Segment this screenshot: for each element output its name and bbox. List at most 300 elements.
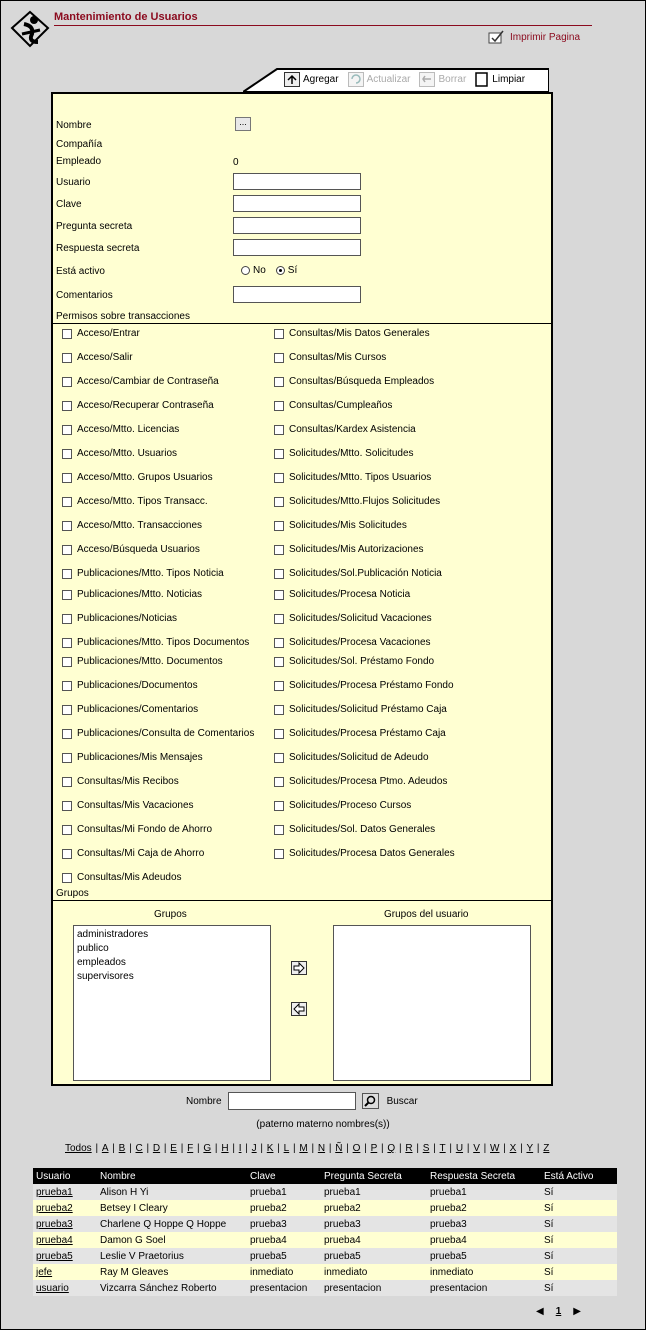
permission-label: Acceso/Salir [77, 352, 133, 363]
table-row [33, 1184, 617, 1200]
permission-label: Acceso/Mtto. Usuarios [77, 448, 178, 459]
available-groups-title: Grupos [154, 909, 187, 920]
username-cell [33, 1232, 97, 1248]
table-row [33, 1248, 617, 1264]
separator: | [430, 1143, 439, 1154]
permission-checkbox[interactable] [62, 544, 200, 555]
permisos-divider [53, 323, 551, 324]
page-title: Mantenimiento de Usuarios [54, 11, 198, 23]
letter-link[interactable]: P [370, 1143, 378, 1154]
permission-checkbox[interactable] [62, 680, 198, 691]
select-employee-button[interactable]: ... [235, 117, 251, 131]
checkbox[interactable] [62, 497, 72, 507]
username-link[interactable]: prueba5 [36, 1250, 73, 1262]
letter-link[interactable]: H [221, 1143, 229, 1154]
checkbox[interactable] [62, 377, 72, 387]
permission-label: Solicitudes/Sol. Préstamo Fondo [289, 656, 435, 667]
checkbox[interactable] [274, 377, 284, 387]
username-cell [33, 1248, 97, 1264]
permission-checkbox[interactable] [274, 520, 407, 531]
activo-si-label: Sí [287, 265, 298, 276]
checkbox[interactable] [62, 705, 72, 715]
checkbox[interactable] [274, 825, 284, 835]
permission-checkbox[interactable] [274, 544, 424, 555]
activo-no-radio[interactable] [241, 266, 250, 275]
alphabet-filter [65, 1143, 549, 1154]
letter-link[interactable]: C [135, 1143, 143, 1154]
checkbox[interactable] [62, 401, 72, 411]
column-header: Respuesta Secreta [427, 1168, 541, 1184]
permission-checkbox[interactable] [62, 613, 177, 624]
checkbox[interactable] [62, 729, 72, 739]
permission-label: Consultas/Mi Fondo de Ahorro [77, 824, 213, 835]
table-cell: prueba3 [321, 1216, 427, 1232]
letter-link[interactable]: Y [526, 1143, 534, 1154]
checkbox[interactable] [62, 638, 72, 648]
filter-all-link[interactable]: Todos [65, 1143, 92, 1154]
permission-checkbox[interactable] [62, 424, 179, 435]
separator: | [378, 1143, 387, 1154]
separator: | [242, 1143, 251, 1154]
table-cell: prueba5 [321, 1248, 427, 1264]
table-cell: Leslie V Praetorius [97, 1248, 247, 1264]
checkbox[interactable] [62, 425, 72, 435]
letter-link[interactable]: M [299, 1143, 308, 1154]
checkbox[interactable] [274, 801, 284, 811]
table-cell: prueba2 [427, 1200, 541, 1216]
table-cell: inmediato [427, 1264, 541, 1280]
activo-radio-group [241, 265, 297, 276]
separator: | [126, 1143, 135, 1154]
permission-checkbox[interactable] [274, 776, 447, 787]
permission-checkbox[interactable] [62, 800, 194, 811]
pager [536, 1306, 581, 1317]
usuario-label: Usuario [56, 177, 91, 188]
table-cell: Sí [541, 1264, 617, 1280]
permission-checkbox[interactable] [62, 728, 254, 739]
table-cell: Sí [541, 1280, 617, 1296]
permission-label: Publicaciones/Documentos [77, 680, 198, 691]
checkbox[interactable] [274, 729, 284, 739]
separator: | [308, 1143, 317, 1154]
letter-link[interactable]: I [238, 1143, 242, 1154]
permission-label: Solicitudes/Sol.Publicación Noticia [289, 568, 442, 579]
next-page-icon[interactable]: ▶ [573, 1306, 581, 1317]
checkbox[interactable] [62, 590, 72, 600]
checkbox[interactable] [274, 777, 284, 787]
separator: | [413, 1143, 422, 1154]
search-button[interactable]: Buscar [386, 1095, 418, 1107]
separator: | [500, 1143, 509, 1154]
table-cell: prueba3 [427, 1216, 541, 1232]
permission-checkbox[interactable] [62, 496, 208, 507]
permission-checkbox[interactable] [274, 400, 392, 411]
checkbox[interactable] [274, 329, 284, 339]
pregunta-field[interactable] [233, 217, 361, 234]
permission-label: Solicitudes/Procesa Datos Generales [289, 848, 455, 859]
checkbox[interactable] [62, 873, 72, 883]
letter-link[interactable]: R [405, 1143, 413, 1154]
separator: | [464, 1143, 473, 1154]
checkbox[interactable] [274, 753, 284, 763]
permission-checkbox[interactable] [62, 376, 219, 387]
table-cell: Alison H Yi [97, 1184, 247, 1200]
table-cell: prueba5 [247, 1248, 321, 1264]
permission-label: Acceso/Recuperar Contraseña [77, 400, 214, 411]
add-group-button[interactable] [291, 961, 307, 975]
letter-link[interactable]: Z [543, 1143, 550, 1154]
letter-link[interactable]: E [170, 1143, 177, 1154]
empleado-value: 0 [233, 157, 239, 168]
permission-checkbox[interactable] [274, 704, 447, 715]
table-cell: Sí [541, 1232, 617, 1248]
permission-checkbox[interactable] [274, 496, 440, 507]
permission-checkbox[interactable] [274, 656, 434, 667]
username-link[interactable]: prueba1 [36, 1186, 73, 1198]
permission-label: Publicaciones/Consulta de Comentarios [77, 728, 255, 739]
permission-checkbox[interactable] [274, 613, 432, 624]
permission-label: Solicitudes/Solicitud de Adeudo [289, 752, 429, 763]
delete-label: Borrar [438, 74, 467, 85]
separator: | [161, 1143, 170, 1154]
permission-checkbox[interactable] [274, 800, 411, 811]
table-row [33, 1232, 617, 1248]
table-cell: prueba3 [247, 1216, 321, 1232]
permission-label: Acceso/Mtto. Licencias [77, 424, 180, 435]
grupos-label: Grupos [56, 888, 89, 899]
checkbox[interactable] [62, 545, 72, 555]
table-cell: inmediato [247, 1264, 321, 1280]
checkbox[interactable] [274, 473, 284, 483]
letter-link[interactable]: J [251, 1143, 257, 1154]
permission-label: Consultas/Mis Adeudos [77, 872, 182, 883]
remove-group-button[interactable] [291, 1002, 307, 1016]
available-groups-list[interactable] [73, 925, 271, 1081]
assigned-groups-title: Grupos del usuario [384, 909, 469, 920]
separator: | [396, 1143, 405, 1154]
letter-link[interactable]: B [118, 1143, 126, 1154]
checkbox[interactable] [62, 353, 72, 363]
column-header: Usuario [33, 1168, 97, 1184]
letter-link[interactable]: Q [387, 1143, 396, 1154]
separator: | [143, 1143, 152, 1154]
checkbox[interactable] [274, 590, 284, 600]
column-header: Nombre [97, 1168, 247, 1184]
permission-label: Acceso/Mtto. Tipos Transacc. [77, 496, 208, 507]
table-cell: prueba4 [247, 1232, 321, 1248]
blank-page-icon [475, 72, 489, 87]
username-cell [33, 1264, 97, 1280]
letter-link[interactable]: W [490, 1143, 500, 1154]
checkbox[interactable] [62, 825, 72, 835]
table-cell: presentacion [427, 1280, 541, 1296]
permission-label: Publicaciones/Mtto. Tipos Noticia [77, 568, 224, 579]
checkbox[interactable] [274, 449, 284, 459]
checkbox[interactable] [62, 777, 72, 787]
permission-label: Solicitudes/Sol. Datos Generales [289, 824, 436, 835]
separator: | [92, 1143, 101, 1154]
permission-label: Consultas/Kardex Asistencia [289, 424, 416, 435]
letter-link[interactable]: T [439, 1143, 446, 1154]
separator: | [361, 1143, 370, 1154]
activo-si-radio[interactable] [276, 266, 285, 275]
permission-checkbox[interactable] [274, 848, 455, 859]
checkbox[interactable] [274, 849, 284, 859]
permission-checkbox[interactable] [274, 352, 386, 363]
checkbox[interactable] [274, 401, 284, 411]
table-cell: Charlene Q Hoppe Q Hoppe [97, 1216, 247, 1232]
separator: | [229, 1143, 238, 1154]
checkbox[interactable] [274, 497, 284, 507]
list-item[interactable]: supervisores [77, 971, 134, 982]
permission-label: Acceso/Cambiar de Contraseña [77, 376, 219, 387]
letter-link[interactable]: X [509, 1143, 517, 1154]
table-row [33, 1216, 617, 1232]
letter-link[interactable]: Ñ [335, 1143, 343, 1154]
separator: | [109, 1143, 118, 1154]
permission-label: Acceso/Entrar [77, 328, 140, 339]
usuario-field[interactable] [233, 173, 361, 190]
table-cell: prueba1 [247, 1184, 321, 1200]
search-label: Nombre [186, 1095, 222, 1107]
clave-field[interactable] [233, 195, 361, 212]
add-button[interactable] [284, 72, 339, 87]
permission-checkbox[interactable] [62, 637, 249, 648]
permission-label: Consultas/Mis Recibos [77, 776, 179, 787]
permission-label: Consultas/Mi Caja de Ahorro [77, 848, 205, 859]
comentarios-label: Comentarios [56, 290, 113, 301]
permission-checkbox[interactable] [62, 776, 179, 787]
table-cell: inmediato [321, 1264, 427, 1280]
username-cell [33, 1216, 97, 1232]
compania-label: Compañía [56, 139, 103, 150]
separator: | [480, 1143, 490, 1154]
table-row [33, 1280, 617, 1296]
permission-label: Publicaciones/Mis Mensajes [77, 752, 203, 763]
permission-label: Consultas/Búsqueda Empleados [289, 376, 435, 387]
refresh-icon [348, 72, 364, 87]
column-header: Está Activo [541, 1168, 617, 1184]
checkbox[interactable] [62, 449, 72, 459]
clear-button[interactable] [475, 72, 525, 87]
activo-no-label: No [253, 265, 266, 276]
checkbox[interactable] [274, 681, 284, 691]
table-cell: prueba4 [427, 1232, 541, 1248]
table-row [33, 1264, 617, 1280]
permission-label: Solicitudes/Solicitud Vacaciones [289, 613, 432, 624]
checkbox[interactable] [274, 705, 284, 715]
letter-link[interactable]: L [283, 1143, 290, 1154]
respuesta-field[interactable] [233, 239, 361, 256]
search-hint: (paterno materno nombres(s)) [256, 1119, 390, 1130]
permission-checkbox[interactable] [62, 568, 224, 579]
permission-checkbox[interactable] [274, 328, 430, 339]
permission-label: Solicitudes/Mis Solicitudes [289, 520, 407, 531]
username-link[interactable]: prueba2 [36, 1202, 73, 1214]
table-cell: Sí [541, 1248, 617, 1264]
app-logo [10, 10, 50, 48]
checkbox[interactable] [62, 329, 72, 339]
permission-label: Solicitudes/Procesa Ptmo. Adeudos [289, 776, 448, 787]
search-bar [186, 1092, 418, 1110]
permission-label: Consultas/Mis Cursos [289, 352, 387, 363]
separator: | [212, 1143, 221, 1154]
permission-checkbox[interactable] [274, 680, 454, 691]
checkbox[interactable] [274, 425, 284, 435]
permission-checkbox[interactable] [274, 376, 434, 387]
permission-label: Publicaciones/Mtto. Tipos Documentos [77, 637, 250, 648]
table-cell: prueba1 [321, 1184, 427, 1200]
permission-checkbox[interactable] [62, 848, 204, 859]
checkbox[interactable] [274, 657, 284, 667]
permission-checkbox[interactable] [274, 589, 410, 600]
table-cell: prueba1 [427, 1184, 541, 1200]
prev-page-icon[interactable]: ◀ [536, 1306, 544, 1317]
permission-checkbox[interactable] [274, 752, 429, 763]
table-cell: presentacion [247, 1280, 321, 1296]
permission-checkbox[interactable] [62, 824, 212, 835]
users-table [33, 1168, 617, 1296]
current-page[interactable]: 1 [555, 1306, 562, 1317]
permisos-label: Permisos sobre transacciones [56, 311, 190, 322]
permission-checkbox[interactable] [274, 472, 431, 483]
permission-label: Acceso/Mtto. Transacciones [77, 520, 203, 531]
table-row [33, 1200, 617, 1216]
permission-checkbox[interactable] [62, 520, 202, 531]
checkbox[interactable] [62, 849, 72, 859]
permission-checkbox[interactable] [274, 448, 414, 459]
letter-link[interactable]: A [101, 1143, 109, 1154]
username-link[interactable]: usuario [36, 1282, 69, 1294]
username-link[interactable]: prueba3 [36, 1218, 73, 1230]
permission-checkbox[interactable] [62, 472, 213, 483]
separator: | [326, 1143, 335, 1154]
grupos-divider [53, 900, 551, 901]
username-link[interactable]: jefe [36, 1266, 53, 1278]
permission-checkbox[interactable] [62, 448, 177, 459]
checkbox[interactable] [274, 614, 284, 624]
separator: | [194, 1143, 203, 1154]
checkbox[interactable] [274, 521, 284, 531]
checkbox[interactable] [62, 569, 72, 579]
search-input[interactable] [228, 1092, 356, 1110]
checkbox[interactable] [274, 569, 284, 579]
user-form-panel [51, 92, 553, 1086]
letter-link[interactable]: V [473, 1143, 480, 1154]
comentarios-field[interactable] [233, 286, 361, 303]
table-cell: Sí [541, 1184, 617, 1200]
clear-label: Limpiar [492, 74, 526, 85]
pregunta-label: Pregunta secreta [56, 221, 133, 232]
permission-checkbox[interactable] [62, 704, 198, 715]
permission-label: Solicitudes/Procesa Noticia [289, 589, 411, 600]
letter-link[interactable]: F [187, 1143, 194, 1154]
permission-label: Acceso/Búsqueda Usuarios [77, 544, 200, 555]
permission-checkbox[interactable] [274, 568, 442, 579]
username-cell [33, 1184, 97, 1200]
permission-checkbox[interactable] [62, 656, 223, 667]
permission-checkbox[interactable] [62, 352, 133, 363]
print-page-label: Imprimir Pagina [510, 31, 581, 43]
checkbox[interactable] [62, 521, 72, 531]
print-page-link[interactable] [488, 30, 580, 44]
separator: | [534, 1143, 543, 1154]
list-item[interactable]: administradores [77, 929, 149, 940]
permission-label: Consultas/Mis Datos Generales [289, 328, 430, 339]
table-cell: Betsey I Cleary [97, 1200, 247, 1216]
table-header-row [33, 1168, 617, 1184]
checkbox[interactable] [274, 545, 284, 555]
letter-link[interactable]: K [266, 1143, 274, 1154]
list-item[interactable]: empleados [77, 957, 126, 968]
letter-link[interactable]: G [203, 1143, 212, 1154]
column-header: Clave [247, 1168, 321, 1184]
checkbox[interactable] [62, 801, 72, 811]
checkbox[interactable] [274, 638, 284, 648]
checkbox[interactable] [62, 753, 72, 763]
update-button[interactable] [348, 72, 411, 87]
print-icon [488, 30, 504, 44]
table-cell: presentacion [321, 1280, 427, 1296]
permission-checkbox[interactable] [274, 424, 416, 435]
table-cell: Vizcarra Sánchez Roberto [97, 1280, 247, 1296]
empleado-label: Empleado [56, 156, 102, 167]
letter-link[interactable]: U [455, 1143, 464, 1154]
permission-checkbox[interactable] [62, 752, 203, 763]
list-item[interactable]: publico [77, 943, 109, 954]
permission-checkbox[interactable] [62, 400, 214, 411]
table-cell: Ray M Gleaves [97, 1264, 247, 1280]
letter-link[interactable]: O [352, 1143, 361, 1154]
separator: | [177, 1143, 187, 1154]
permission-label: Consultas/Mis Vacaciones [77, 800, 194, 811]
checkbox[interactable] [274, 353, 284, 363]
permission-label: Publicaciones/Comentarios [77, 704, 199, 715]
checkbox[interactable] [62, 614, 72, 624]
assigned-groups-list[interactable] [333, 925, 531, 1081]
clave-label: Clave [56, 199, 82, 210]
separator: | [290, 1143, 299, 1154]
permission-label: Solicitudes/Mtto. Tipos Usuarios [289, 472, 432, 483]
permission-checkbox[interactable] [62, 589, 202, 600]
permission-checkbox[interactable] [274, 637, 431, 648]
permission-label: Solicitudes/Proceso Cursos [289, 800, 412, 811]
permission-checkbox[interactable] [62, 872, 182, 883]
letter-link[interactable]: N [317, 1143, 326, 1154]
username-cell [33, 1200, 97, 1216]
checkbox[interactable] [62, 681, 72, 691]
permission-checkbox[interactable] [274, 824, 435, 835]
username-link[interactable]: prueba4 [36, 1234, 73, 1246]
table-cell: prueba2 [321, 1200, 427, 1216]
table-cell: prueba5 [427, 1248, 541, 1264]
delete-button[interactable] [419, 72, 466, 87]
checkbox[interactable] [62, 473, 72, 483]
permission-label: Consultas/Cumpleaños [289, 400, 393, 411]
checkbox[interactable] [62, 657, 72, 667]
add-icon [284, 72, 300, 87]
letter-link[interactable]: D [152, 1143, 161, 1154]
letter-link[interactable]: S [422, 1143, 430, 1154]
permission-checkbox[interactable] [62, 328, 140, 339]
permission-label: Solicitudes/Mtto. Solicitudes [289, 448, 414, 459]
permission-label: Solicitudes/Procesa Préstamo Caja [289, 728, 446, 739]
toolbar [284, 72, 534, 87]
delete-icon [419, 72, 435, 87]
permission-label: Publicaciones/Noticias [77, 613, 178, 624]
permission-checkbox[interactable] [274, 728, 446, 739]
search-icon[interactable] [362, 1093, 379, 1109]
